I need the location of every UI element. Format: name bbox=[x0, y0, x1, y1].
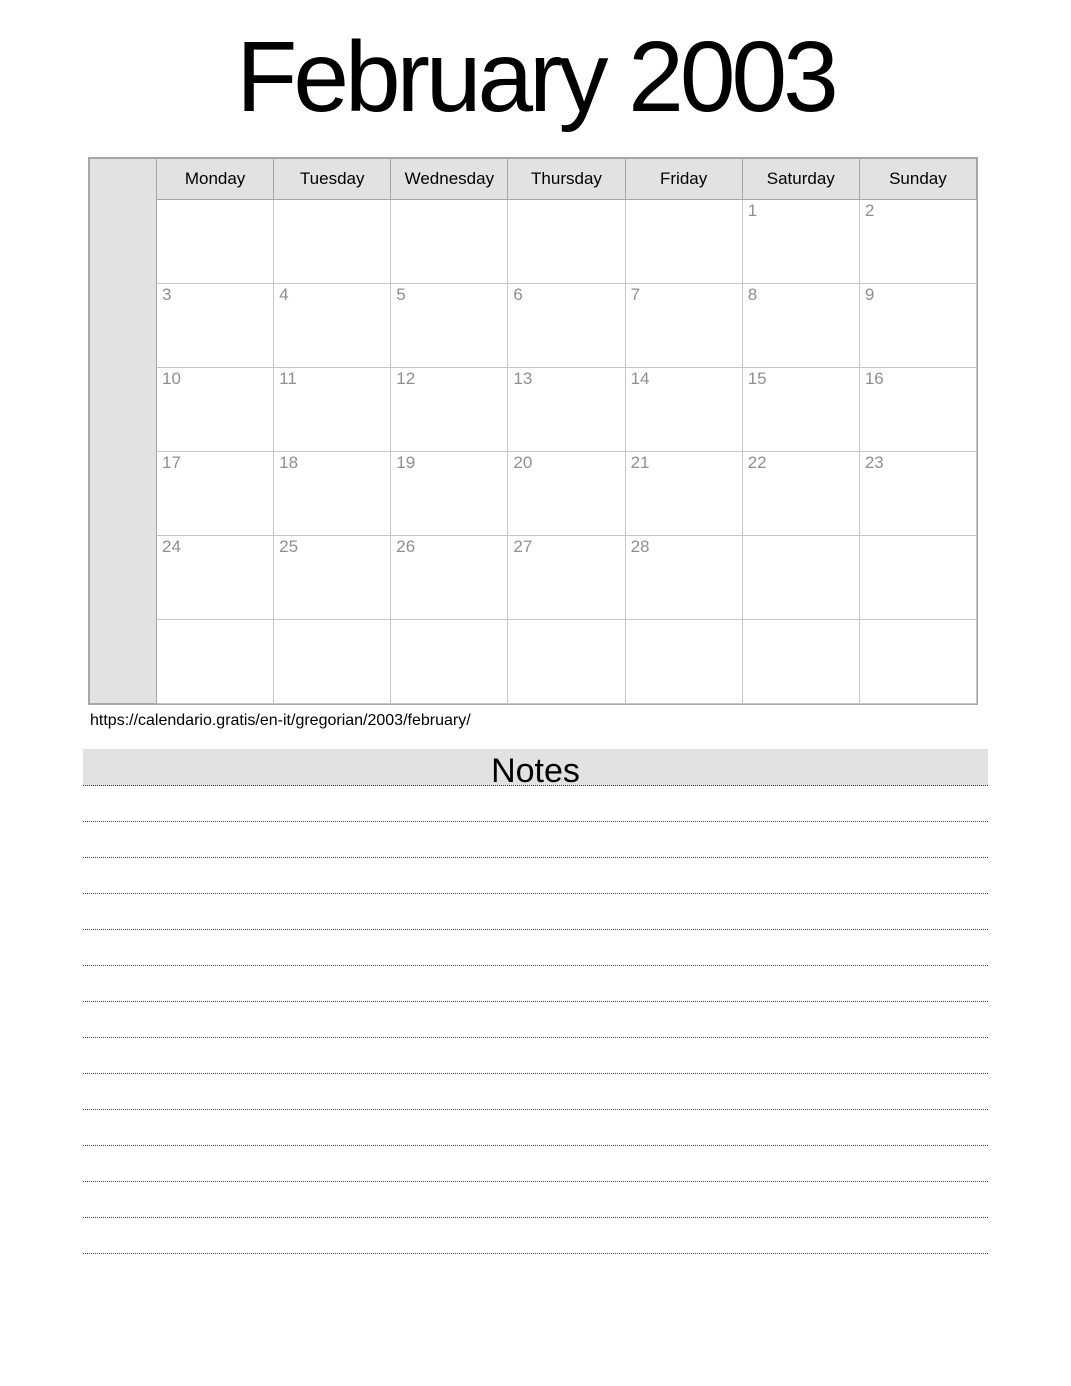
day-cell-5 bbox=[391, 284, 508, 368]
notes-rule-line bbox=[83, 1182, 988, 1218]
notes-rule-line bbox=[83, 894, 988, 930]
day-number: 25 bbox=[279, 537, 299, 556]
calendar-header-row bbox=[90, 159, 977, 200]
day-number: 9 bbox=[864, 285, 875, 304]
calendar-table bbox=[89, 158, 977, 704]
day-cell-empty bbox=[274, 200, 391, 284]
day-number: 26 bbox=[396, 537, 416, 556]
day-cell-26 bbox=[391, 536, 508, 620]
day-cell-18 bbox=[274, 452, 391, 536]
day-cell-12 bbox=[391, 368, 508, 452]
day-cell-27 bbox=[508, 536, 625, 620]
day-cell-22 bbox=[742, 452, 859, 536]
day-header-tuesday: Tuesday bbox=[274, 159, 391, 200]
day-number: 4 bbox=[279, 285, 289, 304]
day-number: 8 bbox=[747, 285, 758, 304]
day-cell-empty bbox=[859, 620, 976, 704]
notes-rule-line bbox=[83, 1218, 988, 1254]
day-cell-10 bbox=[157, 368, 274, 452]
day-number: 5 bbox=[396, 285, 406, 304]
day-cell-28 bbox=[625, 536, 742, 620]
day-number: 24 bbox=[162, 537, 181, 556]
day-number: 22 bbox=[747, 453, 767, 472]
day-header-friday: Friday bbox=[625, 159, 742, 200]
day-cell-2 bbox=[859, 200, 976, 284]
day-header-sunday: Sunday bbox=[859, 159, 976, 200]
day-header-thursday: Thursday bbox=[508, 159, 625, 200]
day-header-monday: Monday bbox=[157, 159, 274, 200]
day-header-wednesday: Wednesday bbox=[391, 159, 508, 200]
day-number: 7 bbox=[630, 285, 641, 304]
notes-rule-line bbox=[83, 1002, 988, 1038]
day-number: 14 bbox=[630, 369, 650, 388]
day-cell-17 bbox=[157, 452, 274, 536]
calendar-week-row bbox=[90, 368, 977, 452]
notes-rule-line bbox=[83, 822, 988, 858]
day-number: 2 bbox=[864, 201, 875, 220]
day-number: 10 bbox=[162, 369, 181, 388]
day-number: 13 bbox=[513, 369, 533, 388]
notes-lines-area bbox=[83, 786, 988, 1254]
notes-rule-line bbox=[83, 966, 988, 1002]
notes-rule-line bbox=[83, 786, 988, 822]
day-number: 20 bbox=[513, 453, 533, 472]
day-cell-empty bbox=[742, 536, 859, 620]
day-cell-empty bbox=[391, 200, 508, 284]
day-cell-13 bbox=[508, 368, 625, 452]
day-cell-21 bbox=[625, 452, 742, 536]
day-cell-25 bbox=[274, 536, 391, 620]
day-number: 19 bbox=[396, 453, 416, 472]
page-title: February 2003 bbox=[236, 21, 835, 133]
notes-rule-line bbox=[83, 1146, 988, 1182]
notes-rule-line bbox=[83, 1074, 988, 1110]
day-cell-24 bbox=[157, 536, 274, 620]
day-number: 1 bbox=[747, 201, 758, 220]
source-url-text: https://calendario.gratis/en-it/gregorian/2003/february/ bbox=[90, 712, 471, 729]
day-cell-19 bbox=[391, 452, 508, 536]
day-number: 27 bbox=[513, 537, 533, 556]
day-cell-empty bbox=[157, 620, 274, 704]
notes-rule-line bbox=[83, 858, 988, 894]
day-number: 18 bbox=[279, 453, 299, 472]
day-number: 3 bbox=[162, 285, 172, 304]
notes-title: Notes bbox=[491, 752, 580, 790]
notes-header-bar bbox=[83, 749, 988, 790]
day-number: 28 bbox=[630, 537, 650, 556]
day-cell-3 bbox=[157, 284, 274, 368]
day-cell-7 bbox=[625, 284, 742, 368]
day-cell-11 bbox=[274, 368, 391, 452]
day-cell-empty bbox=[625, 620, 742, 704]
day-cell-empty bbox=[742, 620, 859, 704]
day-number: 23 bbox=[864, 453, 884, 472]
day-number: 21 bbox=[630, 453, 650, 472]
day-header-saturday: Saturday bbox=[742, 159, 859, 200]
day-number: 12 bbox=[396, 369, 416, 388]
day-cell-9 bbox=[859, 284, 976, 368]
notes-rule-line bbox=[83, 1038, 988, 1074]
day-number: 6 bbox=[513, 285, 523, 304]
day-cell-empty bbox=[274, 620, 391, 704]
calendar-week-row bbox=[90, 452, 977, 536]
day-number: 17 bbox=[162, 453, 181, 472]
day-cell-20 bbox=[508, 452, 625, 536]
day-cell-6 bbox=[508, 284, 625, 368]
day-cell-empty bbox=[859, 536, 976, 620]
calendar-week-row bbox=[90, 200, 977, 284]
calendar-week-row bbox=[90, 536, 977, 620]
day-number: 15 bbox=[747, 369, 767, 388]
day-cell-15 bbox=[742, 368, 859, 452]
day-cell-empty bbox=[508, 200, 625, 284]
calendar-body bbox=[90, 159, 977, 704]
day-cell-8 bbox=[742, 284, 859, 368]
notes-rule-line bbox=[83, 1110, 988, 1146]
calendar-week-row bbox=[90, 620, 977, 704]
day-cell-empty bbox=[157, 200, 274, 284]
day-cell-4 bbox=[274, 284, 391, 368]
day-cell-1 bbox=[742, 200, 859, 284]
day-cell-23 bbox=[859, 452, 976, 536]
day-cell-empty bbox=[508, 620, 625, 704]
day-cell-16 bbox=[859, 368, 976, 452]
day-cell-empty bbox=[391, 620, 508, 704]
day-number: 11 bbox=[279, 369, 297, 388]
day-cell-14 bbox=[625, 368, 742, 452]
notes-rule-line bbox=[83, 930, 988, 966]
calendar-table-frame bbox=[88, 157, 978, 705]
week-number-column bbox=[90, 159, 157, 704]
day-number: 16 bbox=[864, 369, 884, 388]
calendar-week-row bbox=[90, 284, 977, 368]
day-cell-empty bbox=[625, 200, 742, 284]
